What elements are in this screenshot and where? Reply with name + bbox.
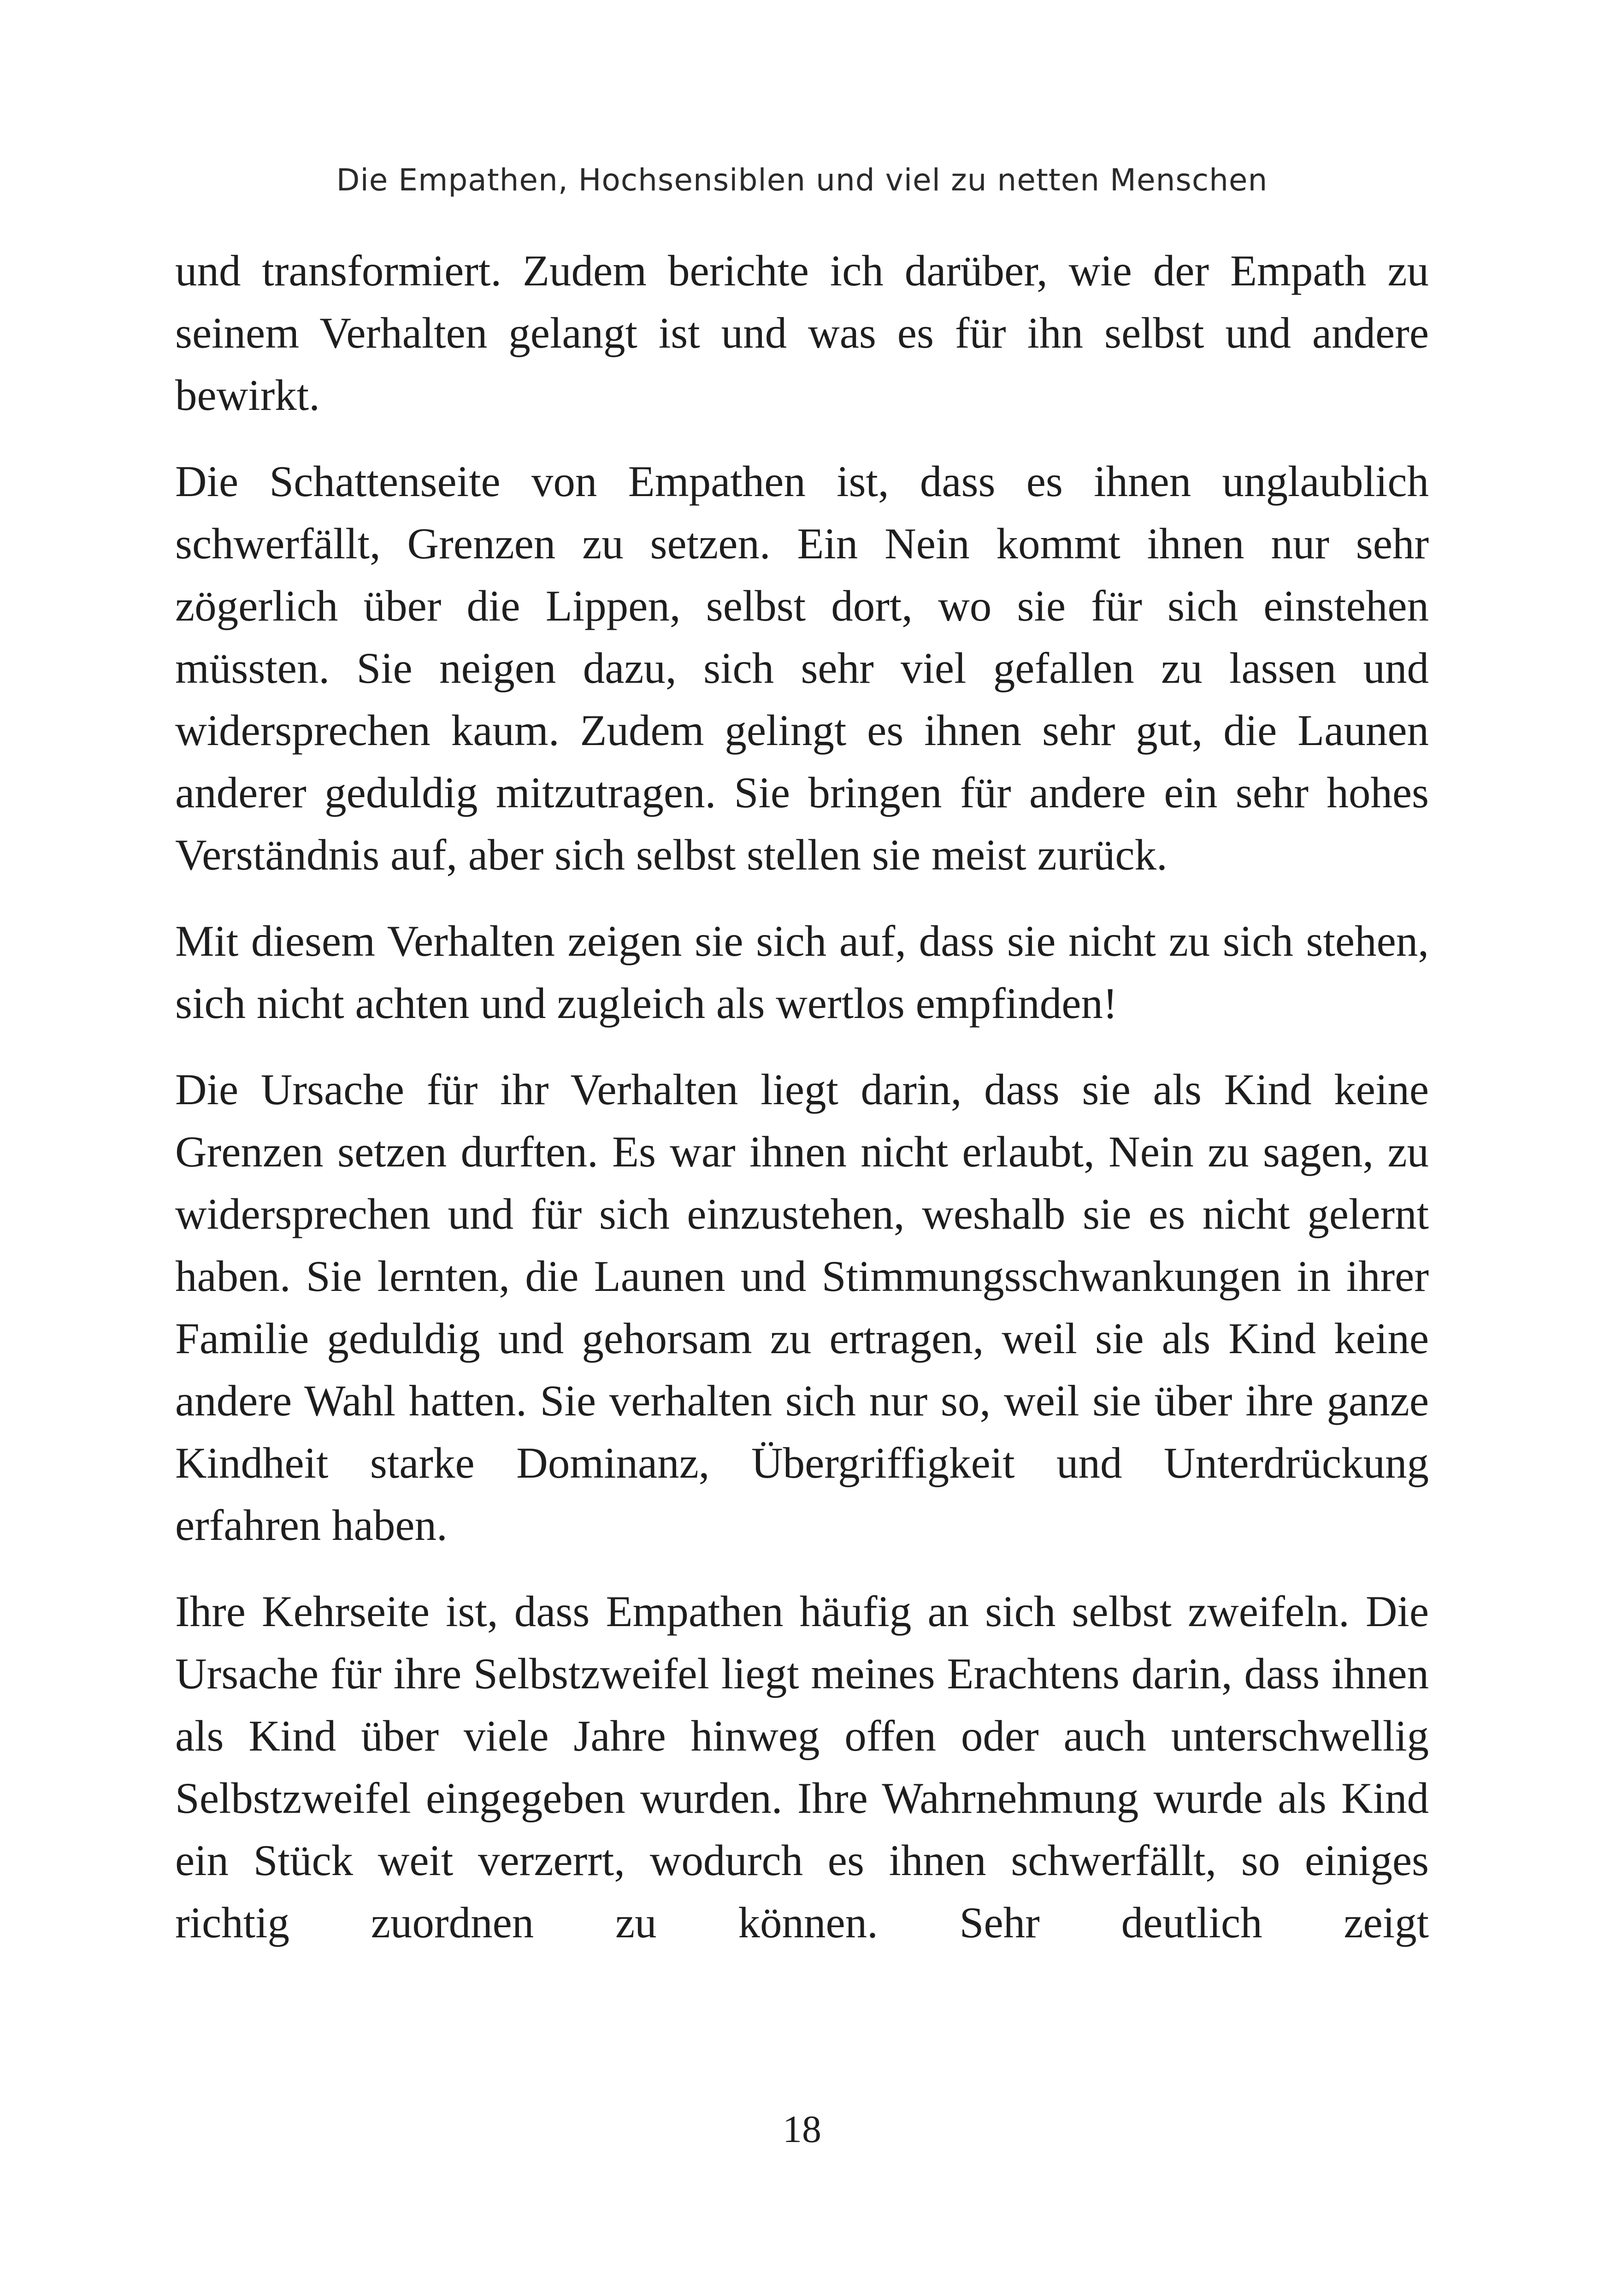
paragraph-3: Mit diesem Verhalten zeigen sie sich auf, dass sie nicht zu sich stehen, sich nicht achten und zugleich als wertlos empfinden!	[175, 917, 1429, 1028]
paragraph-2: Die Schattenseite von Empathen ist, dass es ihnen unglaublich schwerfällt, Grenzen zu setzen. Ein Nein kommt ihnen nur sehr zögerlich über die Lippen, selbst dort, wo sie für sich einstehen müssten. Sie neigen dazu, sich sehr viel gefallen zu lassen und widersprechen kaum. Zudem gelingt es ihnen sehr gut, die Launen anderer geduldig mitzutragen. Sie bringen für andere ein sehr hohes Verständnis auf, aber sich selbst stellen sie meist zurück.	[175, 457, 1429, 879]
paragraph-4: Die Ursache für ihr Verhalten liegt darin, dass sie als Kind keine Grenzen setzen durften. Es war ihnen nicht erlaubt, Nein zu sagen, zu widersprechen und für sich einzustehen, weshalb sie es nicht gelernt haben. Sie lernten, die Launen und Stimmungsschwankungen in ihrer Familie geduldig und gehorsam zu ertragen, weil sie als Kind keine andere Wahl hatten. Sie verhalten sich nur so, weil sie über ihre ganze Kindheit starke Dominanz, Übergriffigkeit und Unterdrückung erfahren haben.	[175, 1065, 1429, 1550]
running-header: Die Empathen, Hochsensiblen und viel zu netten Menschen	[336, 162, 1268, 198]
paragraph-1: und transformiert. Zudem berichte ich darüber, wie der Empath zu seinem Verhalten gelangt ist und was es für ihn selbst und andere bewirkt.	[175, 246, 1429, 420]
paragraph-5: Ihre Kehrseite ist, dass Empathen häufig an sich selbst zweifeln. Die Ursache für ihre Selbstzweifel liegt meines Erachtens darin, dass ihnen als Kind über viele Jahre hinweg offen oder auch unterschwellig Selbstzweifel eingegeben wurden. Ihre Wahrnehmung wurde als Kind ein Stück weit verzerrt, wodurch es ihnen schwerfällt, so einiges richtig zuordnen zu können. Sehr deutlich zeigt	[175, 1587, 1429, 1947]
body-text	[175, 240, 1429, 1978]
page-number: 18	[783, 2108, 821, 2151]
